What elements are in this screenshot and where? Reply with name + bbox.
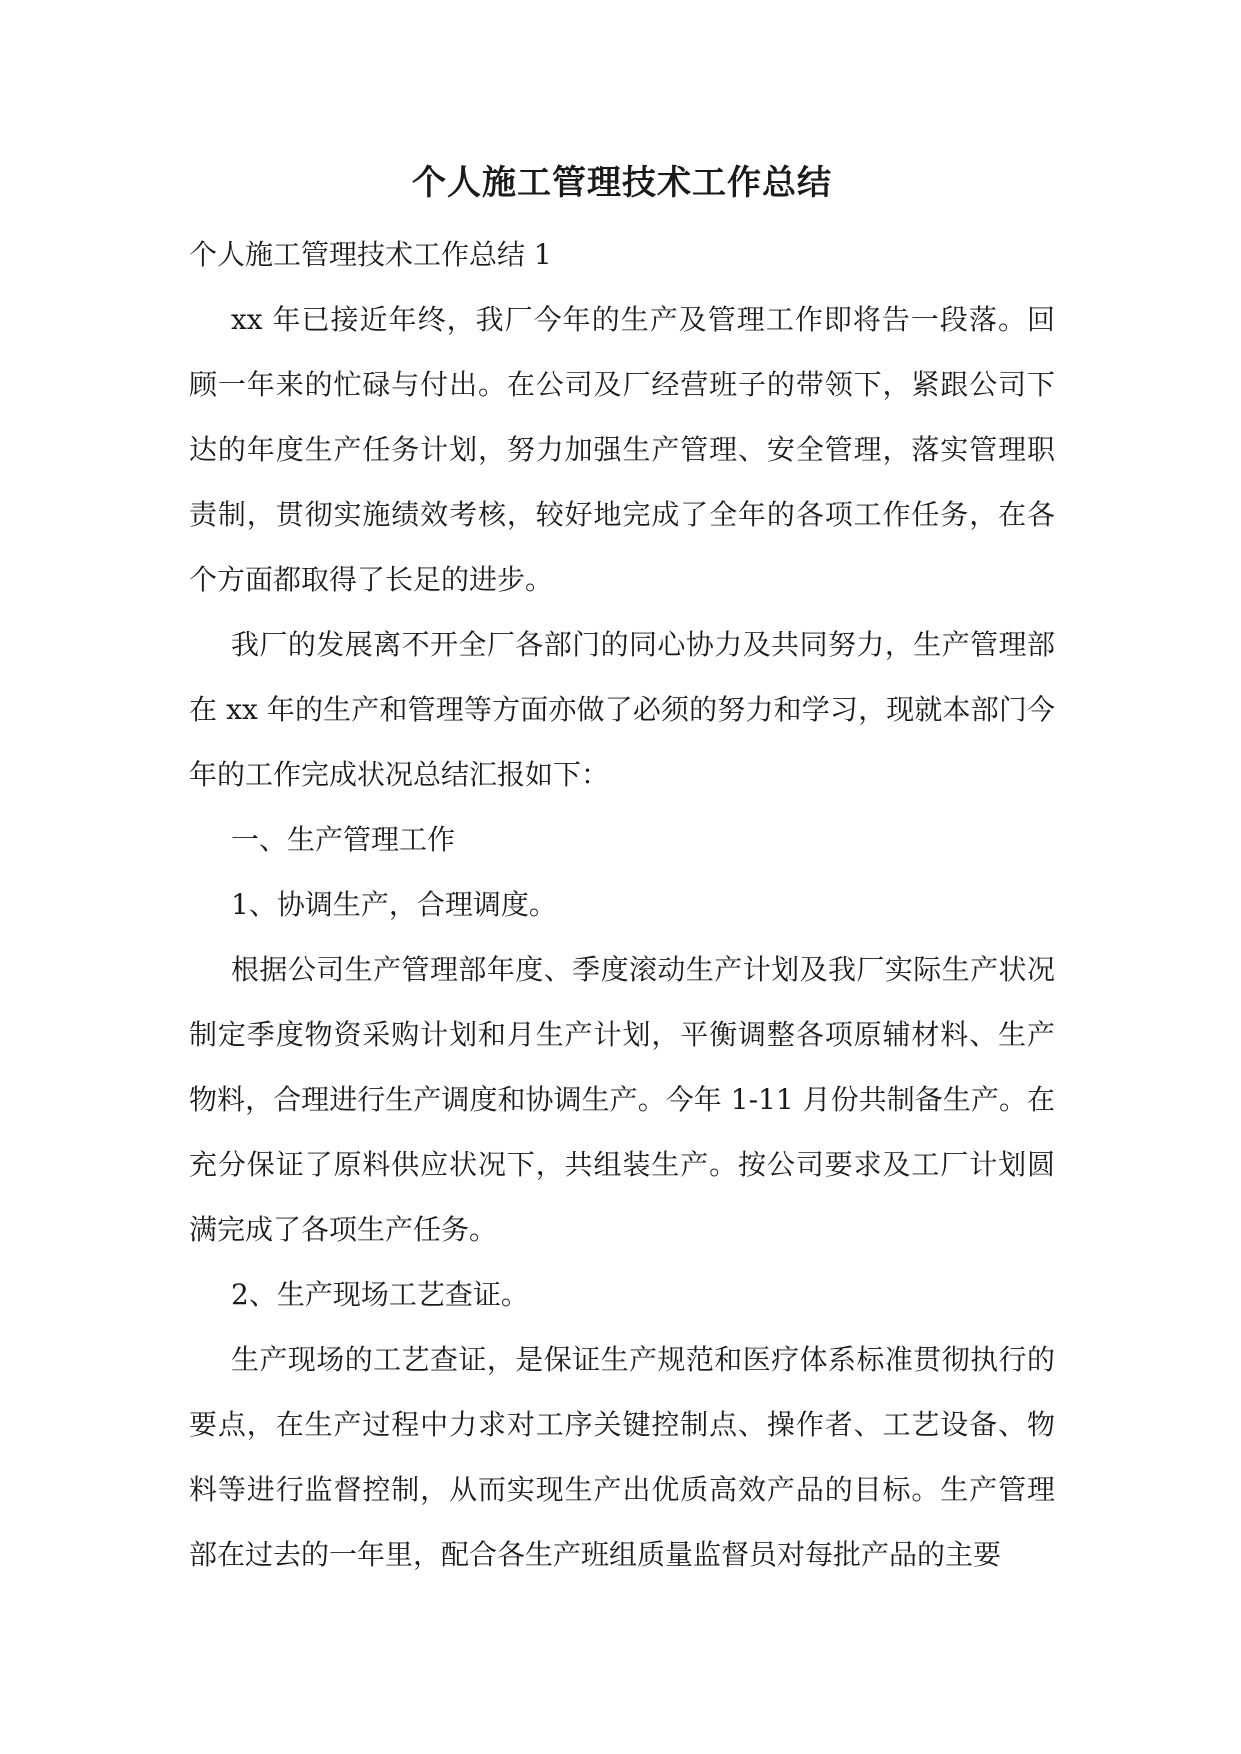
paragraph-process-verification: 生产现场的工艺查证，是保证生产规范和医疗体系标准贯彻执行的要点，在生产过程中力求对工序关键控制点、操作者、工艺设备、物料等进行监督控制，从而实现生产出优质高效产品的目标。生产管理部在过去的一年里，配合各生产班组质量监督员对每批产品的主要 <box>189 1343 1055 1571</box>
document-body <box>189 158 1055 1587</box>
subheading-process-verification: 2、生产现场工艺查证。 <box>231 1278 529 1311</box>
section-heading-production-management: 一、生产管理工作 <box>231 823 456 856</box>
subheading-coordination: 1、协调生产，合理调度。 <box>231 888 557 921</box>
document-title: 个人施工管理技术工作总结 <box>412 163 832 203</box>
paragraph-coordination: 根据公司生产管理部年度、季度滚动生产计划及我厂实际生产状况制定季度物资采购计划和月生产计划，平衡调整各项原辅材料、生产物料，合理进行生产调度和协调生产。今年 1-11 月份共制备生产。在充分保证了原料供应状况下，共组装生产。按公司要求及工厂计划圆满完成了各项生产任务。 <box>189 953 1055 1246</box>
document-subtitle: 个人施工管理技术工作总结 1 <box>189 238 552 271</box>
paragraph-intro: xx 年已接近年终，我厂今年的生产及管理工作即将告一段落。回顾一年来的忙碌与付出。在公司及厂经营班子的带领下，紧跟公司下达的年度生产任务计划，努力加强生产管理、安全管理，落实管理职责制，贯彻实施绩效考核，较好地完成了全年的各项工作任务，在各个方面都取得了长足的进步。 <box>189 303 1055 596</box>
paragraph-overview: 我厂的发展离不开全厂各部门的同心协力及共同努力，生产管理部在 xx 年的生产和管理等方面亦做了必须的努力和学习，现就本部门今年的工作完成状况总结汇报如下： <box>189 628 1055 791</box>
